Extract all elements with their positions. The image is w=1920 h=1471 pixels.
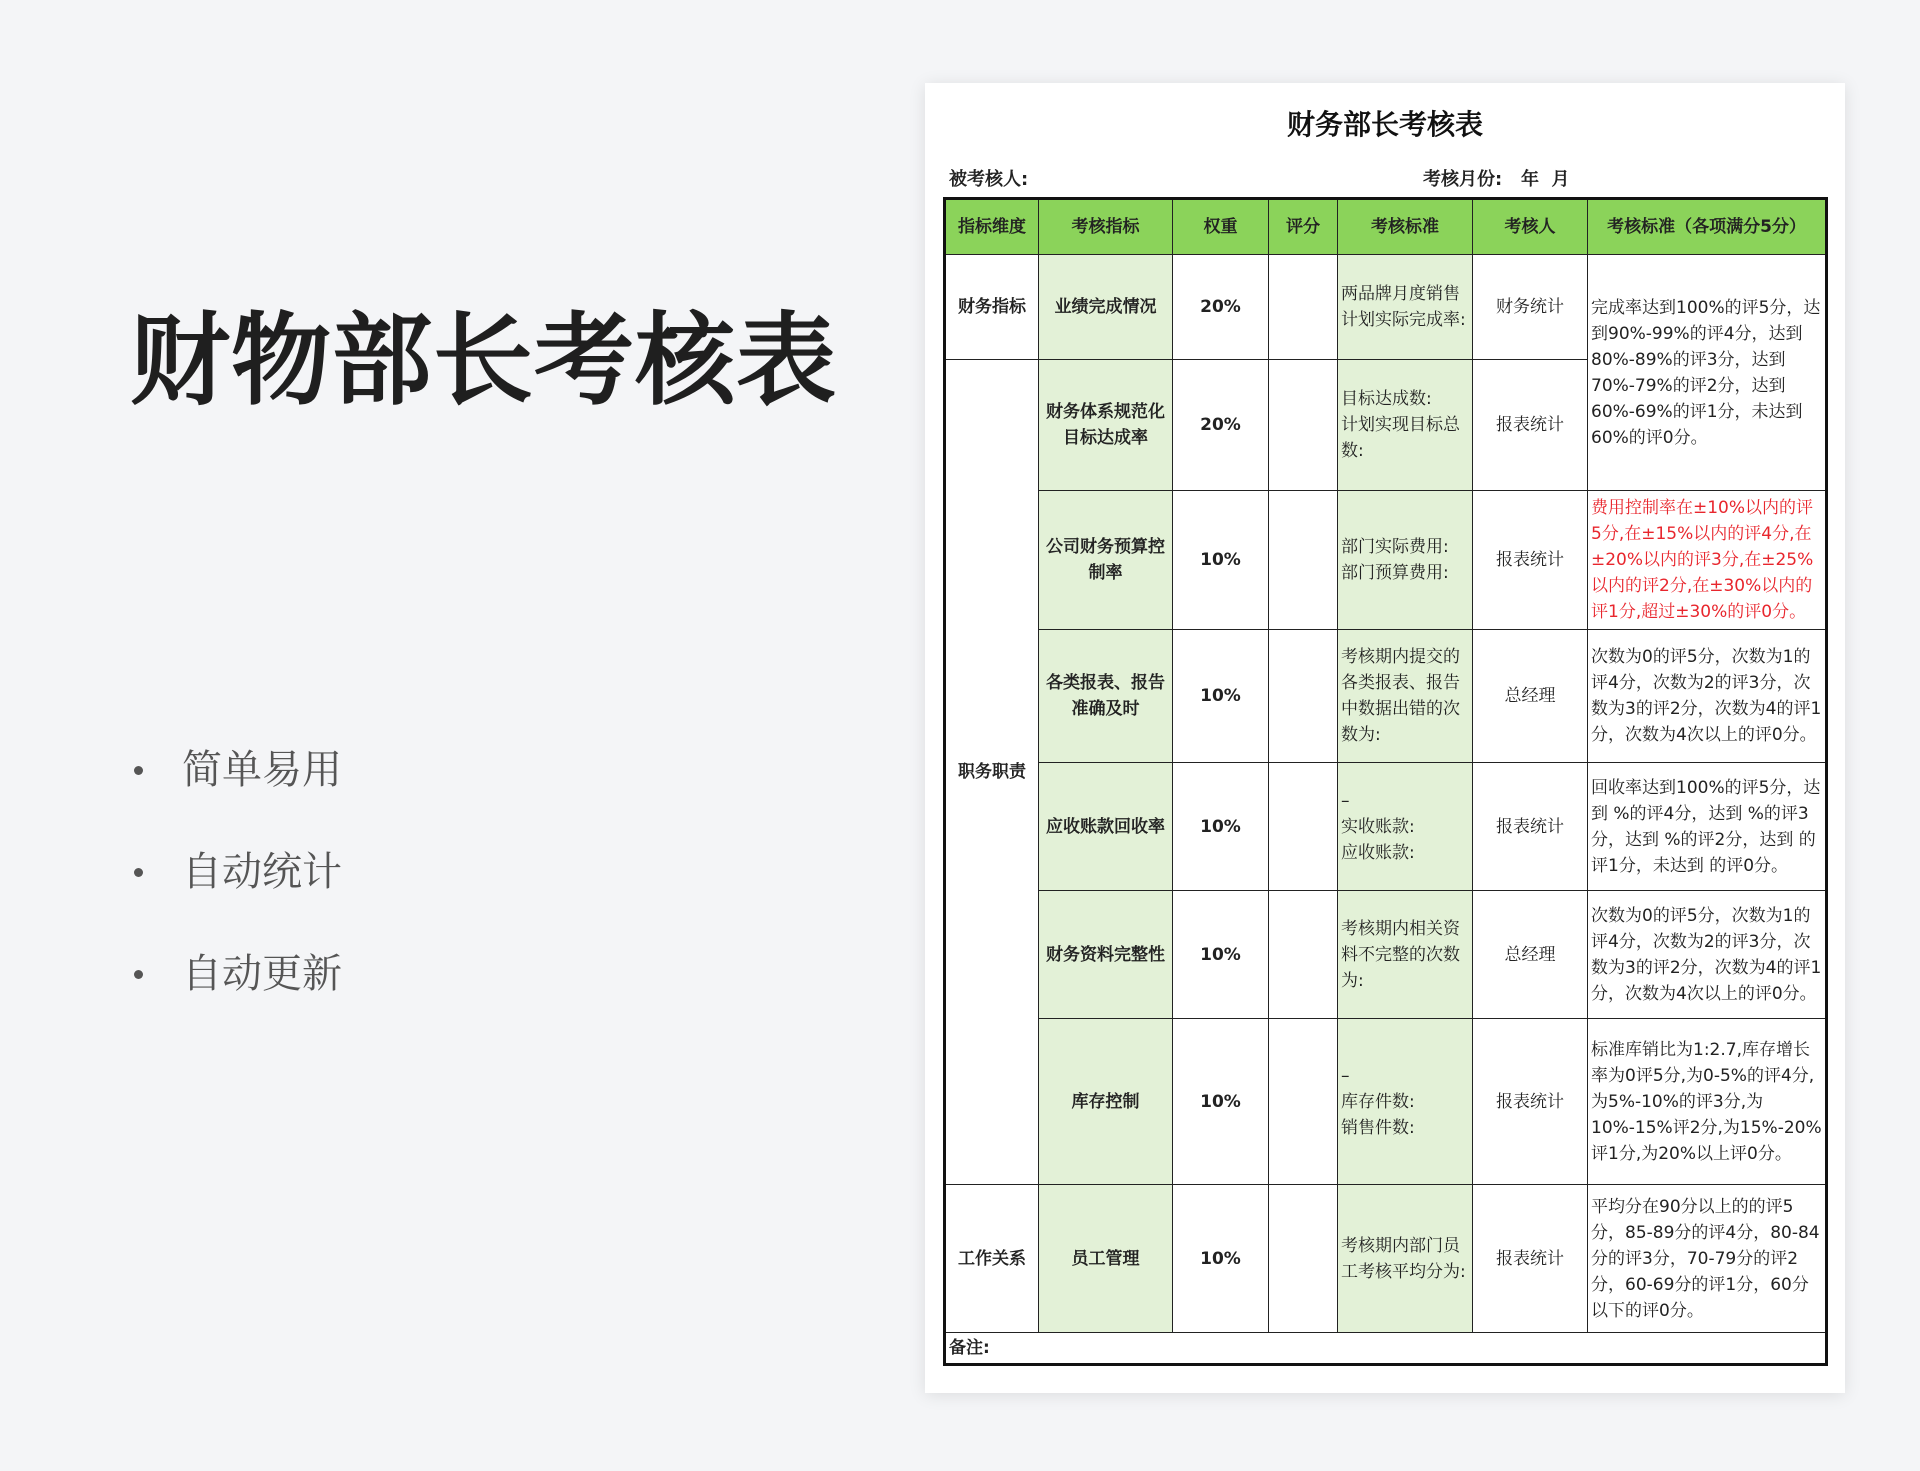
month-label: 考核月份: 年 月 <box>1423 169 1570 190</box>
indicator-cell: 应收账款回收率 <box>1039 763 1173 891</box>
criteria-cell: 次数为0的评5分，次数为1的评4分，次数为2的评3分，次数为3的评2分，次数为4的评1分，次数为4次以上的评0分。 <box>1588 630 1827 763</box>
feature-list <box>130 745 342 1051</box>
indicator-cell: 财务资料完整性 <box>1039 891 1173 1019</box>
assessment-table <box>943 197 1828 1366</box>
weight-cell: 10% <box>1173 1019 1269 1185</box>
dimension-cell: 财务指标 <box>945 255 1039 360</box>
assessee-label: 被考核人: <box>949 169 1029 190</box>
feature-label: 简单易用 <box>182 747 342 793</box>
remark-row <box>945 1333 1827 1365</box>
header-cell: 考核人 <box>1473 199 1588 255</box>
table-row <box>945 1185 1827 1333</box>
remark-cell[interactable]: 备注: <box>945 1333 1827 1365</box>
reviewer-cell: 报表统计 <box>1473 1185 1588 1333</box>
standard-cell: 目标达成数: 计划实现目标总数: <box>1338 360 1473 491</box>
bullet-icon <box>134 766 143 775</box>
standard-cell: 考核期内相关资料不完整的次数为: <box>1338 891 1473 1019</box>
weight-cell: 10% <box>1173 630 1269 763</box>
reviewer-cell: 财务统计 <box>1473 255 1588 360</box>
reviewer-cell: 报表统计 <box>1473 763 1588 891</box>
standard-cell: 两品牌月度销售计划实际完成率: <box>1338 255 1473 360</box>
score-cell[interactable] <box>1269 491 1338 630</box>
indicator-cell: 各类报表、报告准确及时 <box>1039 630 1173 763</box>
feature-label: 自动统计 <box>182 849 342 895</box>
criteria-cell: 完成率达到100%的评5分，达到90%-99%的评4分，达到80%-89%的评3分，达到70%-79%的评2分，达到60%-69%的评1分，未达到60%的评0分。 <box>1588 255 1827 491</box>
dimension-cell: 职务职责 <box>945 360 1039 1185</box>
score-cell[interactable] <box>1269 763 1338 891</box>
reviewer-cell: 总经理 <box>1473 891 1588 1019</box>
header-cell: 权重 <box>1173 199 1269 255</box>
feature-item <box>130 745 342 847</box>
feature-item <box>130 847 342 949</box>
header-cell: 评分 <box>1269 199 1338 255</box>
indicator-cell: 业绩完成情况 <box>1039 255 1173 360</box>
score-cell[interactable] <box>1269 891 1338 1019</box>
score-cell[interactable] <box>1269 1185 1338 1333</box>
standard-cell: – 库存件数: 销售件数: <box>1338 1019 1473 1185</box>
hero-title: 财物部长考核表 <box>130 302 837 419</box>
indicator-cell: 公司财务预算控制率 <box>1039 491 1173 630</box>
indicator-cell: 库存控制 <box>1039 1019 1173 1185</box>
table-row <box>945 891 1827 1019</box>
score-cell[interactable] <box>1269 360 1338 491</box>
table-row <box>945 763 1827 891</box>
weight-cell: 10% <box>1173 891 1269 1019</box>
reviewer-cell: 报表统计 <box>1473 1019 1588 1185</box>
table-row <box>945 1019 1827 1185</box>
header-cell: 考核指标 <box>1039 199 1173 255</box>
weight-cell: 10% <box>1173 1185 1269 1333</box>
bullet-icon <box>134 868 143 877</box>
reviewer-cell: 报表统计 <box>1473 491 1588 630</box>
standard-cell: 部门实际费用: 部门预算费用: <box>1338 491 1473 630</box>
reviewer-cell: 总经理 <box>1473 630 1588 763</box>
indicator-cell: 员工管理 <box>1039 1185 1173 1333</box>
bullet-icon <box>134 970 143 979</box>
reviewer-cell: 报表统计 <box>1473 360 1588 491</box>
table-row <box>945 491 1827 630</box>
feature-label: 自动更新 <box>182 951 342 997</box>
table-header-row <box>945 199 1827 255</box>
sheet-title: 财务部长考核表 <box>1286 108 1483 141</box>
dimension-cell: 工作关系 <box>945 1185 1039 1333</box>
score-cell[interactable] <box>1269 1019 1338 1185</box>
assessment-sheet <box>925 83 1845 1393</box>
criteria-cell: 次数为0的评5分，次数为1的评4分，次数为2的评3分，次数为3的评2分，次数为4的评1分，次数为4次以上的评0分。 <box>1588 891 1827 1019</box>
weight-cell: 20% <box>1173 360 1269 491</box>
standard-cell: 考核期内提交的各类报表、报告中数据出错的次数为: <box>1338 630 1473 763</box>
table-row <box>945 255 1827 360</box>
weight-cell: 10% <box>1173 763 1269 891</box>
standard-cell: 考核期内部门员工考核平均分为: <box>1338 1185 1473 1333</box>
criteria-cell: 回收率达到100%的评5分，达到 %的评4分，达到 %的评3分，达到 %的评2分，达到 的评1分，未达到 的评0分。 <box>1588 763 1827 891</box>
indicator-cell: 财务体系规范化目标达成率 <box>1039 360 1173 491</box>
header-cell: 考核标准 <box>1338 199 1473 255</box>
table-row <box>945 630 1827 763</box>
criteria-cell: 标准库销比为1:2.7,库存增长率为0评5分,为0-5%的评4分,为5%-10%的评3分,为10%-15%评2分,为15%-20%评1分,为20%以上评0分。 <box>1588 1019 1827 1185</box>
header-cell: 指标维度 <box>945 199 1039 255</box>
feature-item <box>130 949 342 1051</box>
header-cell: 考核标准（各项满分5分） <box>1588 199 1827 255</box>
score-cell[interactable] <box>1269 630 1338 763</box>
score-cell[interactable] <box>1269 255 1338 360</box>
standard-cell: – 实收账款: 应收账款: <box>1338 763 1473 891</box>
criteria-cell: 平均分在90分以上的的评5分，85-89分的评4分，80-84分的评3分，70-79分的评2分，60-69分的评1分，60分以下的评0分。 <box>1588 1185 1827 1333</box>
weight-cell: 10% <box>1173 491 1269 630</box>
criteria-cell: 费用控制率在±10%以内的评5分,在±15%以内的评4分,在±20%以内的评3分,在±25%以内的评2分,在±30%以内的评1分,超过±30%的评0分。 <box>1588 491 1827 630</box>
weight-cell: 20% <box>1173 255 1269 360</box>
